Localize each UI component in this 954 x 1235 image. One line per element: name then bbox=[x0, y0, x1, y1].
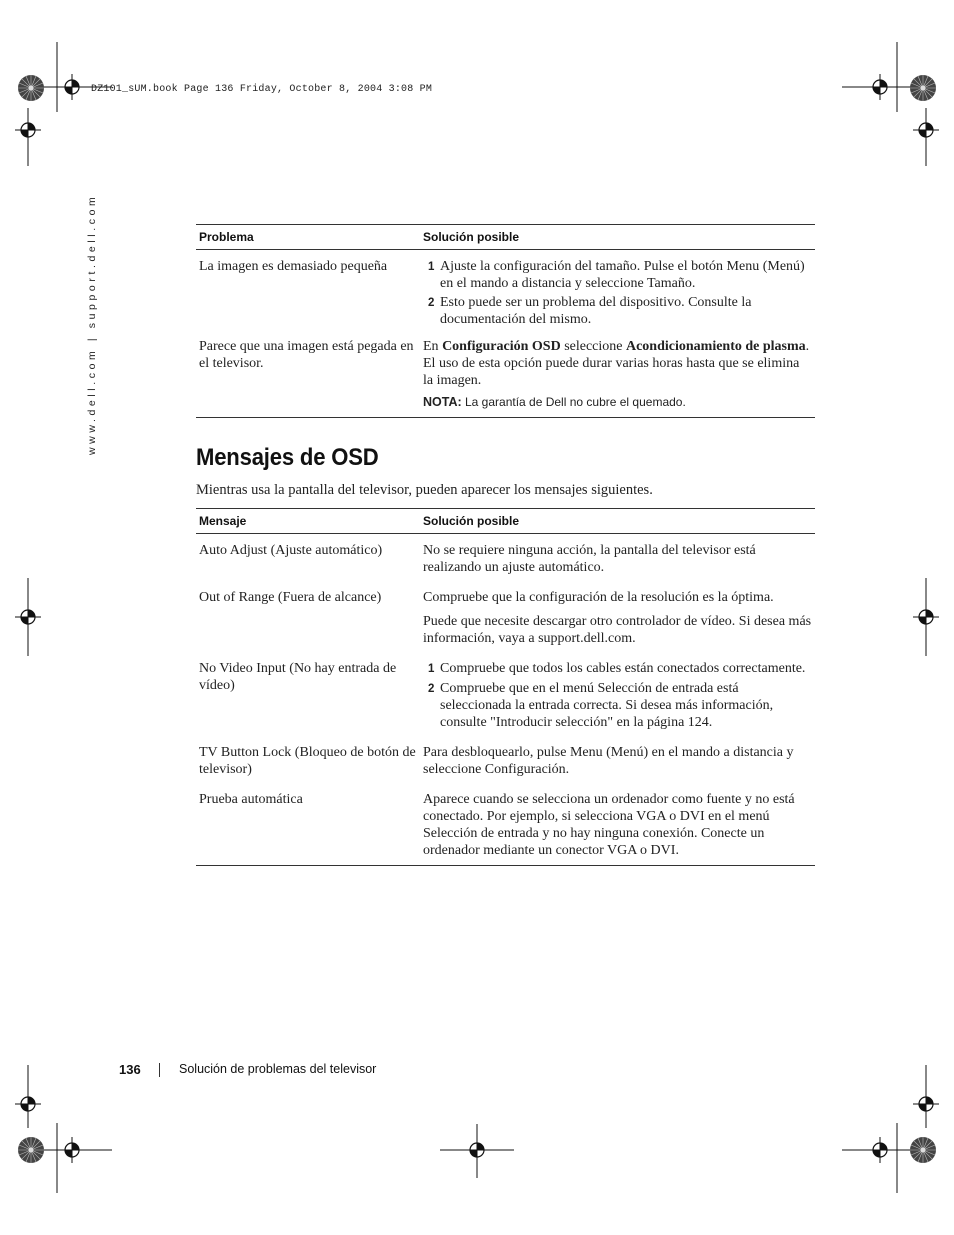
book-file-header: DZ101_sUM.book Page 136 Friday, October 8, 2004 3:08 PM bbox=[91, 84, 433, 95]
solution-step bbox=[423, 258, 812, 292]
solution-cell: Compruebe que la configuración de la resolución es la óptima. Puede que necesite descargar otro controlador de vídeo. Si desea más información, vaya a support.dell.com. bbox=[423, 590, 812, 646]
problem-cell: La imagen es demasiado pequeña bbox=[199, 259, 388, 274]
table-row bbox=[196, 534, 815, 582]
table-row bbox=[196, 652, 815, 736]
solution-cell: No se requiere ninguna acción, la pantalla del televisor está realizando un ajuste automático. bbox=[423, 543, 756, 575]
solution-cell: Para desbloquearlo, pulse Menu (Menú) en el mando a distancia y seleccione Configuración. bbox=[423, 745, 794, 777]
table-row bbox=[196, 250, 815, 331]
message-cell: Prueba automática bbox=[196, 783, 420, 866]
messages-table bbox=[196, 508, 815, 866]
problem-cell: Parece que una imagen está pegada en el televisor. bbox=[196, 330, 420, 418]
table-header-row bbox=[196, 225, 815, 250]
side-url-text: www.dell.com | support.dell.com bbox=[86, 193, 98, 455]
section-title: Mensajes de OSD bbox=[196, 444, 379, 471]
column-header-solution: Solución posible bbox=[420, 225, 815, 250]
solution-step bbox=[423, 680, 812, 731]
solution-cell bbox=[420, 250, 815, 331]
table-row bbox=[196, 783, 815, 866]
problems-table bbox=[196, 224, 815, 418]
message-cell: No Video Input (No hay entrada de vídeo) bbox=[199, 661, 397, 693]
table-row bbox=[196, 736, 815, 783]
step-number: 1 bbox=[428, 261, 435, 273]
step-number: 1 bbox=[428, 663, 435, 675]
note-text: La garantía de Dell no cubre el quemado. bbox=[461, 395, 686, 409]
step-text: Compruebe que en el menú Selección de entrada está seleccionada la entrada correcta. Si desea más información, consulte "Introducir selección" en la página 124. bbox=[440, 681, 774, 730]
solution-step bbox=[423, 660, 812, 678]
solution-text: En Configuración OSD seleccione Acondicionamiento de plasma. El uso de esta opción puede durar varias horas hasta que se elimina la imagen. bbox=[423, 339, 810, 388]
step-number: 2 bbox=[428, 683, 435, 695]
solution-cell bbox=[420, 652, 815, 736]
solution-step bbox=[423, 294, 812, 328]
message-cell: Out of Range (Fuera de alcance) bbox=[199, 590, 382, 605]
message-cell: Auto Adjust (Ajuste automático) bbox=[199, 543, 383, 558]
note bbox=[423, 394, 812, 411]
step-text: Ajuste la configuración del tamaño. Pulse el botón Menu (Menú) en el mando a distancia y seleccione Tamaño. bbox=[440, 259, 805, 291]
step-text: Esto puede ser un problema del dispositivo. Consulte la documentación del mismo. bbox=[440, 295, 752, 327]
column-header-message: Mensaje bbox=[196, 509, 420, 534]
footer-divider bbox=[159, 1063, 160, 1077]
section-intro: Mientras usa la pantalla del televisor, pueden aparecer los mensajes siguientes. bbox=[196, 482, 653, 498]
message-cell: TV Button Lock (Bloqueo de botón de televisor) bbox=[199, 745, 416, 777]
column-header-solution: Solución posible bbox=[420, 509, 815, 534]
chapter-title: Solución de problemas del televisor bbox=[179, 1062, 377, 1076]
column-header-problem: Problema bbox=[196, 225, 420, 250]
table-row bbox=[196, 330, 815, 418]
note-label: NOTA: bbox=[423, 395, 462, 409]
solution-cell bbox=[420, 330, 815, 418]
step-text: Compruebe que todos los cables están conectados correctamente. bbox=[440, 661, 806, 676]
table-header-row bbox=[196, 509, 815, 534]
step-number: 2 bbox=[428, 297, 435, 309]
table-row bbox=[196, 581, 815, 652]
solution-cell: Aparece cuando se selecciona un ordenador como fuente y no está conectado. Por ejemplo, si selecciona VGA o DVI en el menú Selección de entrada y no hay ninguna conexión. Conecte un ordenador mediante un conector VGA o DVI. bbox=[420, 783, 815, 866]
page-number: 136 bbox=[119, 1062, 141, 1077]
